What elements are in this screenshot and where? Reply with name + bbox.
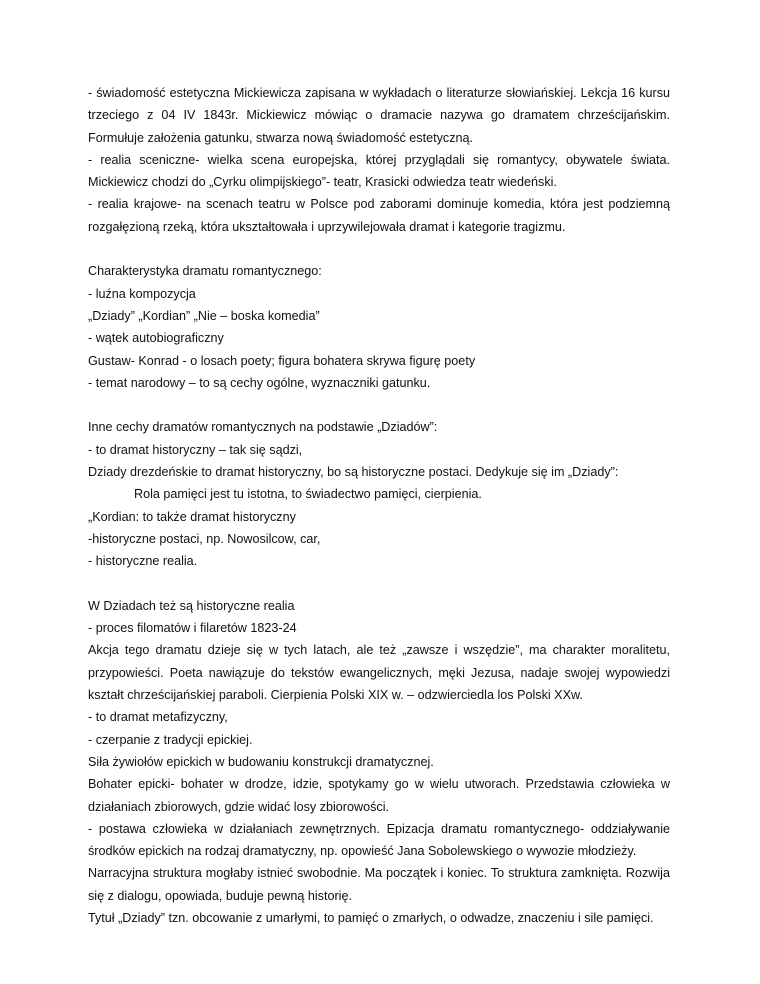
list-item-loose-composition: - luźna kompozycja xyxy=(88,286,196,301)
list-item-autobiographical: - wątek autobiograficzny xyxy=(88,331,224,346)
paragraph-national-realia: - realia krajowe- na scenach teatru w Polsce pod zaborami dominuje komedia, która jest podziemną rozgałęzioną rzeką, która ukształtowała i uprzywilejowała dramat i kategorie tragizmu. xyxy=(88,197,670,234)
section-heading-other-features: Inne cechy dramatów romantycznych na podstawie „Dziadów”: xyxy=(88,420,438,435)
paragraph-narrative-structure: Narracyjna struktura mogłaby istnieć swobodnie. Ma początek i koniec. To struktura zamknięta. Rozwija się z dialogu, opowiada, buduje pewną historię. xyxy=(88,866,670,903)
paragraph-title-meaning: Tytuł „Dziady” tzn. obcowanie z umarłymi, to pamięć o zmarłych, o odwadze, znaczeniu i sile pamięci. xyxy=(88,910,654,925)
list-item-national-theme: - temat narodowy – to są cechy ogólne, wyznaczniki gatunku. xyxy=(88,375,431,390)
paragraph-gap xyxy=(88,394,670,416)
list-item-epic-tradition: - czerpanie z tradycji epickiej. xyxy=(88,732,253,747)
paragraph-aesthetic-awareness: - świadomość estetyczna Mickiewicza zapisana w wykładach o literaturze słowiańskiej. Lekcja 16 kursu trzeciego z 04 IV 1843r. Mickiewicz mówiąc o dramacie nazywa go dramatem chrześcijańskim. Formułuje założenia gatunku, stwarza nową świadomość estetyczną. xyxy=(88,86,670,145)
paragraph-epic-hero: Bohater epicki- bohater w drodze, idzie, spotykamy go w wielu utworach. Przedstawia człowieka w działaniach zbiorowych, gdzie widać losy zbiorowości. xyxy=(88,777,670,814)
list-item-drama-titles: „Dziady” „Kordian” „Nie – boska komedia” xyxy=(88,308,320,323)
paragraph-morality-play: Akcja tego dramatu dzieje się w tych latach, ale też „zawsze i wszędzie”, ma charakter moralitetu, przypowieści. Poeta nawiązuje do tekstów ewangelicznych, męki Jezusa, nadaje swojej wypowiedzi kształt chrześcijańskiej paraboli. Cierpienia Polski XIX w. – odzwierciedla los Polski XXw. xyxy=(88,643,670,703)
text-line-epic-forces: Siła żywiołów epickich w budowaniu konstrukcji dramatycznej. xyxy=(88,754,434,769)
paragraph-gap xyxy=(88,573,670,595)
list-item-historical-realia: - historyczne realia. xyxy=(88,554,198,569)
text-line-kordian: „Kordian: to także dramat historyczny xyxy=(88,509,296,524)
paragraph-stage-realia: - realia sceniczne- wielka scena europejska, której przyglądali się romantycy, obywatele świata. Mickiewicz chodzi do „Cyrku olimpijskiego”- teatr, Krasicki odwiedza teatr wiedeński. xyxy=(88,152,670,190)
paragraph-epization: - postawa człowieka w działaniach zewnętrznych. Epizacja dramatu romantycznego- oddziaływanie środków epickich na rodzaj dramatyczny, np. opowieść Jana Sobolewskiego o wywozie młodzieży. xyxy=(88,821,670,859)
document-body xyxy=(88,82,670,929)
list-item-historical-drama: - to dramat historyczny – tak się sądzi, xyxy=(88,442,303,457)
list-item-historical-figures: -historyczne postaci, np. Nowosilcow, car, xyxy=(88,531,321,546)
section-heading-characteristics: Charakterystyka dramatu romantycznego: xyxy=(88,264,322,279)
text-line-memory-role: Rola pamięci jest tu istotna, to świadectwo pamięci, cierpienia. xyxy=(134,487,482,502)
text-line-dziady-realia: W Dziadach też są historyczne realia xyxy=(88,598,295,613)
list-item-philomaths-trial: - proces filomatów i filaretów 1823-24 xyxy=(88,621,297,636)
text-line-dresden-dziady: Dziady drezdeńskie to dramat historyczny, bo są historyczne postaci. Dedykuje się im „Dziady”: xyxy=(88,465,619,480)
list-item-metaphysical-drama: - to dramat metafizyczny, xyxy=(88,710,228,725)
list-item-gustaw-konrad: Gustaw- Konrad - o losach poety; figura bohatera skrywa figurę poety xyxy=(88,353,476,368)
paragraph-gap xyxy=(88,238,670,260)
